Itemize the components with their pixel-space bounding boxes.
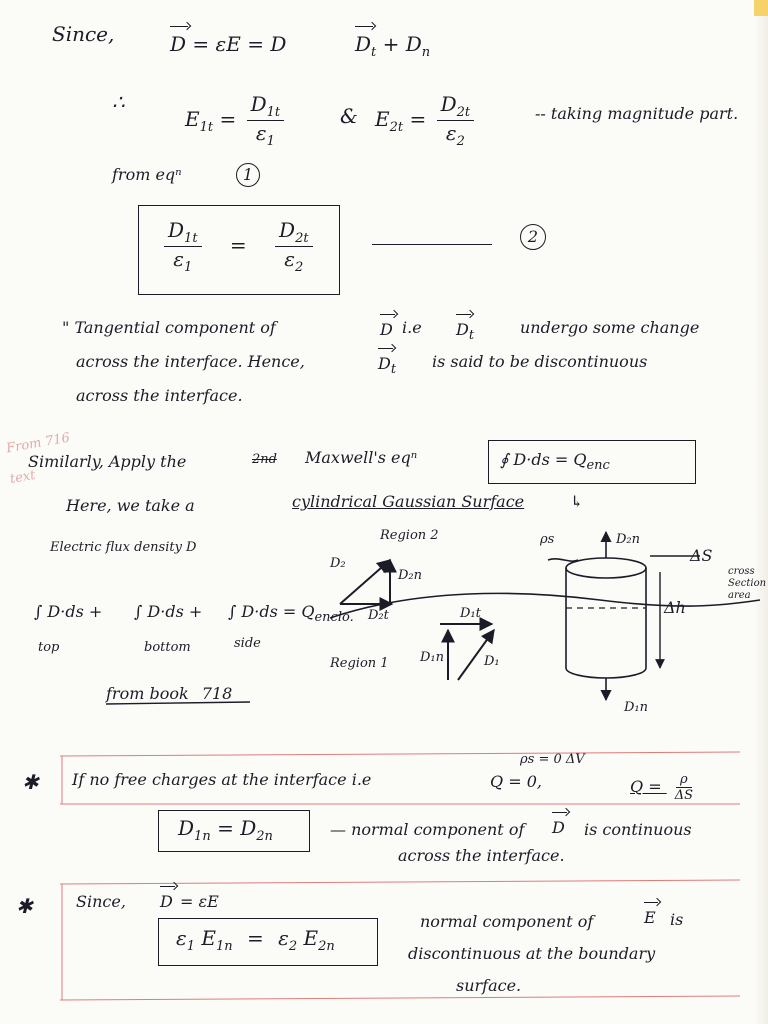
from-book-label: from book _718 [106,684,233,703]
quote-line-2a: across the interface. Hence, [76,352,305,371]
quote-line-2b: is said to be discontinuous [432,352,648,371]
gauss-law-eq: ∮ $D\cdot ds = Q_{enc}$ [500,450,610,474]
condition-text: If no free charges at the interface i.e [72,770,372,789]
integral-side: ∫ $D\cdot ds = Q_{enclo.}$ [228,602,354,626]
cross-label: cross [728,566,755,577]
quote-line-3: across the interface. [76,386,243,405]
d2n-cyl-label: D₂n [616,532,641,547]
star-marker-1: ✱ [22,770,39,794]
similarly-text: Similarly, Apply the [28,452,187,471]
flux-density-label: Electric flux density D [50,540,197,555]
section-label: Section [728,578,767,589]
therefore-symbol: ∴ [112,90,125,114]
region1-label: Region 1 [330,656,389,671]
bottom-label: bottom [144,640,191,655]
quote-line-1c: undergo some change [520,318,700,337]
e1t-equation: $E_{1t}$ = $\frac{D_{1t}}{\varepsilon_1}$ [185,92,288,149]
normal-note-3: across the interface. [398,846,565,865]
quote-dt-vec-2: $D_t$ [378,354,397,378]
margin-note-2: text [8,467,37,488]
region2-label: Region 2 [380,528,439,543]
struck-2nd: 2nd [252,452,277,467]
boxed-eq-content: $\frac{D_{1t}}{\varepsilon_1}$ = $\frac{D_{2t}}{\varepsilon_2}$ [160,218,317,275]
final-note-e-vec: E [644,908,656,927]
quote-d-vec: D [380,320,393,339]
rho-zero-note: ρs = 0 ΔV [520,752,585,767]
d1-label: D₁ [484,654,500,669]
q-enc-zero: Q = 0, [490,772,542,791]
side-label: side [234,636,261,651]
star-marker-2: ✱ [16,894,33,918]
q-enc-ratio: Q = $\frac{\rho}{\Delta S}$ [630,772,693,803]
red-rule-3 [60,880,740,884]
cylinder-bottom [566,668,646,678]
red-rule-4 [60,996,740,1000]
final-note-1b: is [670,910,684,929]
hook-arrow: ↳ [570,492,584,511]
area-label: area [728,590,751,601]
normal-note-1: — normal component of [330,820,525,839]
and-symbol: & [340,104,358,128]
d2-label: D₂ [330,556,346,571]
d1t-label: D₁t [460,606,481,621]
here-text: Here, we take a [66,496,195,515]
d1n-cyl-label: D₁n [624,700,649,715]
cylinder-top [566,558,646,578]
normal-eq: $D_{1n} = D_{2n}$ [178,816,273,844]
final-note-3: surface. [456,976,522,995]
normal-note-d-vec: D [552,818,565,837]
delta-h-label: Δh [664,598,686,617]
rho-s-pointer [548,559,578,561]
rho-s-label: ρs [540,532,555,547]
integral-top: ∫ D·ds + [34,602,103,621]
from-eqn-label: from eqⁿ [112,165,182,184]
d2-vector [340,560,390,604]
quote-line-1b: i.e [402,318,422,337]
quote-dt-vec: $D_t$ [456,320,475,344]
since-label: Since, [52,22,115,46]
eqn-number-2: 2 [520,224,546,250]
magnitude-note: -- taking magnitude part. [535,104,739,123]
d2t-label: D₂t [368,608,389,623]
interface-curve [330,593,760,618]
d-equals-eps-e: D = εE = D [170,32,290,56]
d2n-label: D₂n [398,568,423,583]
final-note-2: discontinuous at the boundary [408,944,656,963]
since2-eq: = εE [180,892,219,911]
margin-note-1: From 716 [5,430,72,457]
final-note-1: normal component of [420,912,594,931]
dt-plus-dn: $D_t + D_n$ [355,32,431,60]
e2t-equation: $E_{2t}$ = $\frac{D_{2t}}{\varepsilon_2}$ [375,92,478,149]
integral-bottom: ∫ D·ds + [134,602,203,621]
d1n-label: D₁n [420,650,445,665]
normal-note-2: is continuous [584,820,692,839]
delta-s-label: ΔS [690,546,713,565]
final-eq: $\varepsilon_1$ $E_{1n} = \varepsilon_2$ $E_{2n}$ [176,926,335,954]
gaussian-surface-text: cylindrical Gaussian Surface [292,492,525,511]
since2-text: Since, [76,892,126,911]
red-rule-1 [60,752,740,756]
eqn-ref-circle: 1 [236,163,260,187]
maxwell-eqn-text: Maxwell's eqⁿ [305,448,418,467]
top-label: top [38,640,60,655]
quote-line-1a: " Tangential component of [62,318,276,337]
since2-d-vec: D [160,892,173,911]
